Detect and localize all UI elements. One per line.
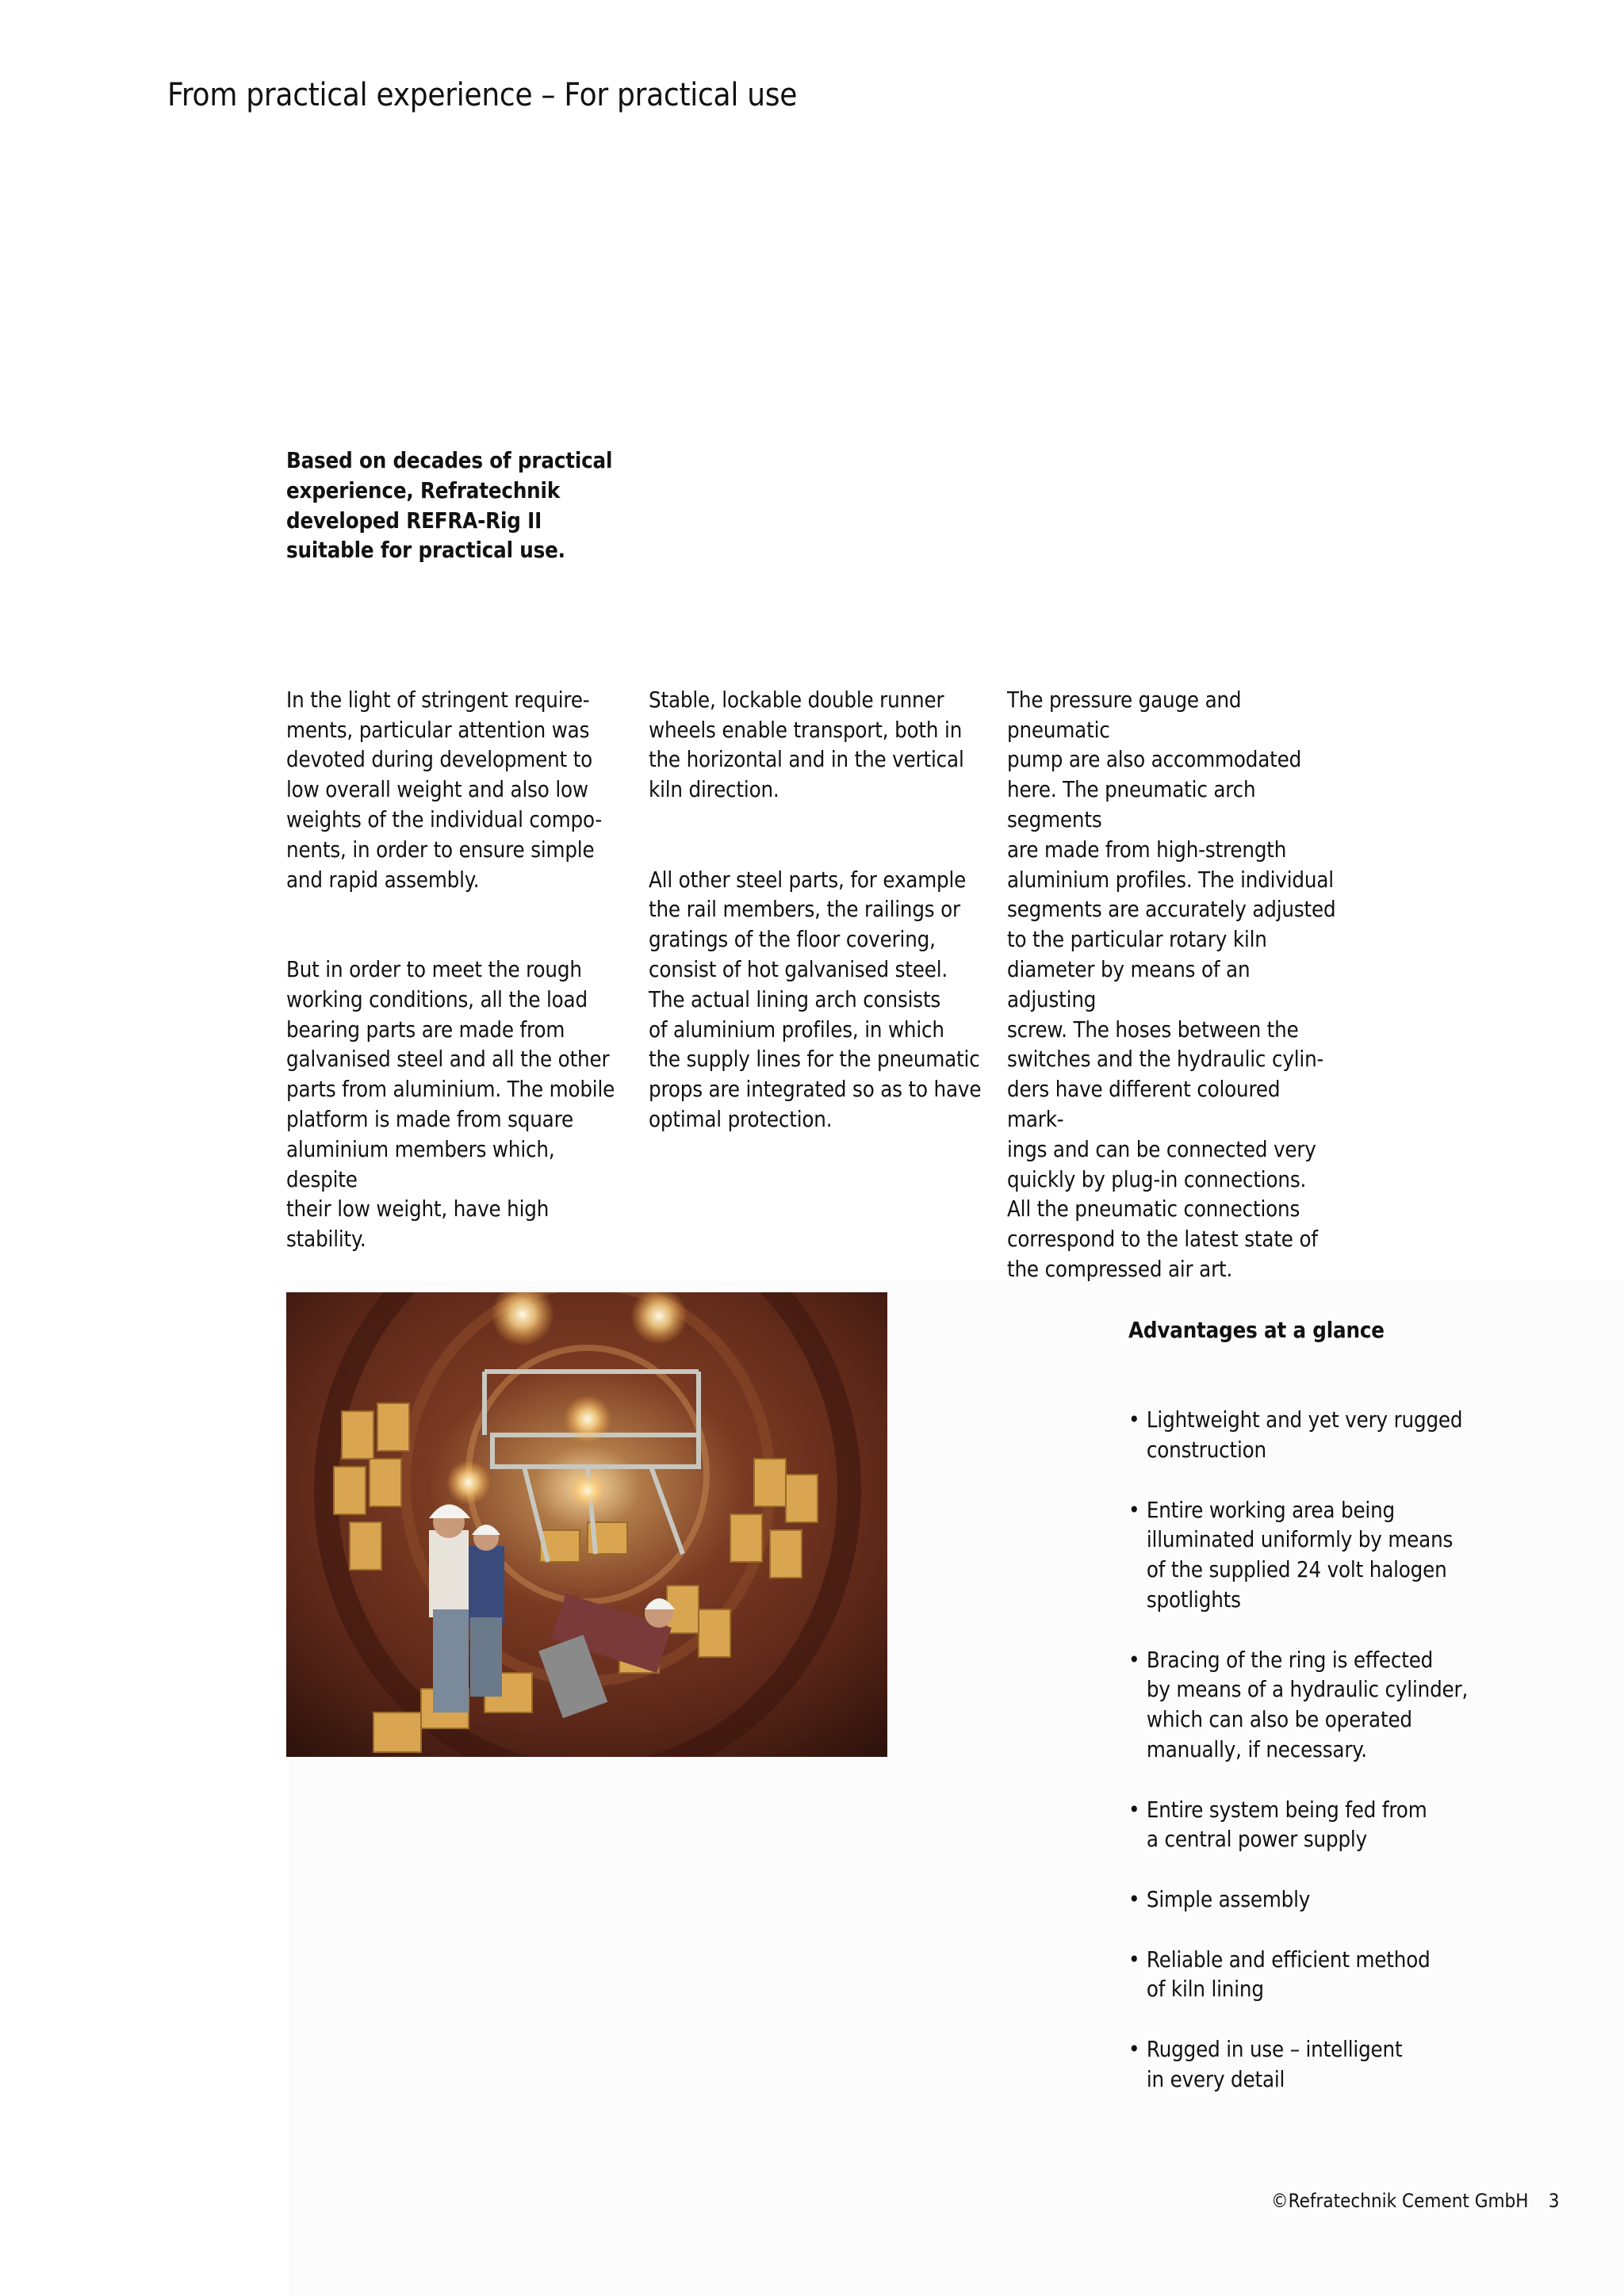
list-item xyxy=(1128,1885,1477,1915)
list-item xyxy=(1128,1795,1477,1855)
list-item xyxy=(1128,2034,1477,2095)
bullet-icon: • xyxy=(1128,1885,1140,1912)
list-item xyxy=(1128,1405,1477,1465)
column-paragraph: But in order to meet the rough working conditions, all the load bearing parts are made from galvanised steel and all the other parts from aluminium. The mobile platform is made from square aluminium members which, despite their low weight, have high stability. xyxy=(286,955,615,1253)
list-item-text: Entire system being fed from a central power supply xyxy=(1146,1796,1427,1853)
bullet-icon: • xyxy=(1128,1946,1140,1973)
advantages-list xyxy=(1128,1375,1477,2124)
page-number: 3 xyxy=(1548,2190,1560,2212)
list-item xyxy=(1128,1645,1477,1765)
column-paragraph: In the light of stringent require- ments, particular attention was devoted during development to low overall weight and also low weights of the individual compo- nents, in order to ensure simple and rapid assembly. xyxy=(286,686,603,893)
list-item xyxy=(1128,1495,1477,1615)
list-item-text: Simple assembly xyxy=(1146,1885,1311,1912)
bullet-icon: • xyxy=(1128,2035,1140,2062)
advantages-heading: Advantages at a glance xyxy=(1128,1316,1385,1343)
list-item-text: Bracing of the ring is effected by means of a hydraulic cylinder, which can also be operated manually, if necessary. xyxy=(1146,1646,1469,1762)
copyright-text: ©Refratechnik Cement GmbH xyxy=(1271,2190,1529,2212)
list-item-text: Reliable and efficient method of kiln lining xyxy=(1146,1946,1431,2003)
column-paragraph: Stable, lockable double runner wheels enable transport, both in the horizontal and in the vertical kiln direction. xyxy=(649,686,964,803)
list-item xyxy=(1128,1945,1477,2005)
list-item-text: Rugged in use – intelligent in every detail xyxy=(1146,2035,1403,2092)
intro-text: Based on decades of practical experience, Refratechnik developed REFRA-Rig II suitable for practical use. xyxy=(286,447,613,564)
page-header-title: From practical experience – For practical use xyxy=(167,77,798,113)
list-item-text: Entire working area being illuminated uniformly by means of the supplied 24 volt halogen spotlights xyxy=(1146,1496,1454,1613)
bullet-icon: • xyxy=(1128,1796,1140,1823)
kiln-lining-photo xyxy=(286,1292,887,1757)
text-column-3 xyxy=(1007,655,1342,1314)
bullet-icon: • xyxy=(1128,1646,1140,1673)
text-column-1 xyxy=(286,655,621,1284)
advantages-box xyxy=(1128,1285,1477,2154)
bullet-icon: • xyxy=(1128,1496,1140,1523)
list-item-text: Lightweight and yet very rugged construction xyxy=(1146,1406,1463,1463)
column-paragraph: The pressure gauge and pneumatic pump are also accommodated here. The pneumatic arch segments are made from high-strength aluminium profiles. The individual segments are accurately adjusted to the particular rotary kiln diameter by means of an adjusting screw. The hoses between the switches and the hydraulic cylin- ders have different coloured mark- ings and can be connected very quickly by plug-in connections. All the pneumatic connections correspond to the latest state of the compressed air art. xyxy=(1007,686,1336,1282)
page-footer xyxy=(1271,2189,1559,2213)
text-column-2 xyxy=(649,655,983,1165)
column-paragraph: All other steel parts, for example the rail members, the railings or gratings of the floor covering, consist of hot galvanised steel. The actual lining arch consists of aluminium profiles, in which the supply lines for the pneumatic props are integrated so as to have optimal protection. xyxy=(649,866,982,1132)
bullet-icon: • xyxy=(1128,1406,1140,1433)
